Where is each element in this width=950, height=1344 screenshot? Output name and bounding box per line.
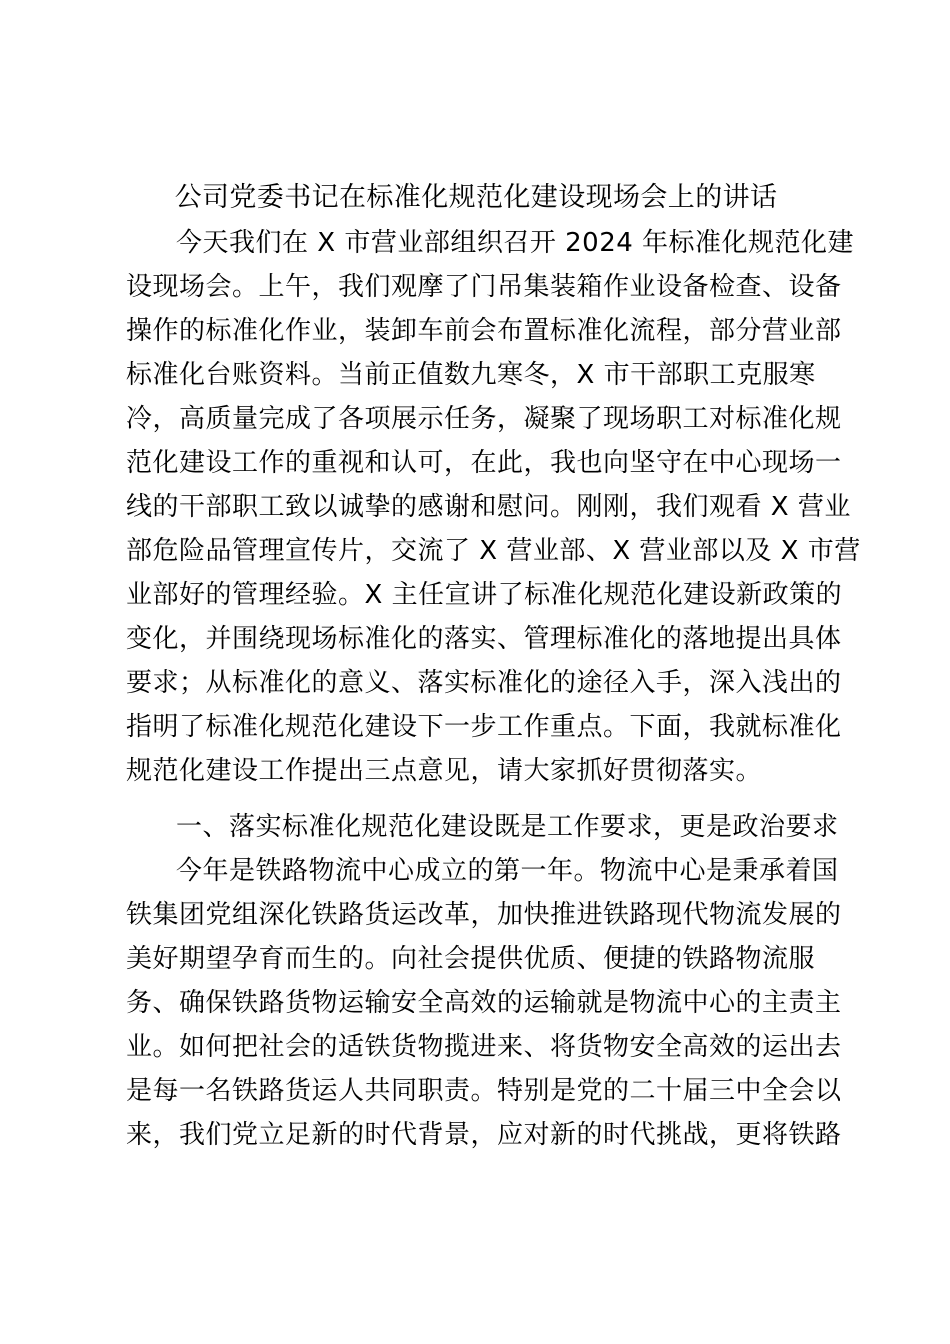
- paragraph-line: 来，我们党立足新的时代背景，应对新的时代挑战，更将铁路: [126, 1120, 842, 1150]
- paragraph-line: 操作的标准化作业，装卸车前会布置标准化流程，部分营业部: [126, 316, 842, 346]
- paragraph-line: 指明了标准化规范化建设下一步工作重点。下面，我就标准化: [126, 712, 842, 742]
- paragraph-line: 部危险品管理宣传片，交流了 X 营业部、X 营业部以及 X 市营: [126, 536, 861, 566]
- paragraph-line: 变化，并围绕现场标准化的落实、管理标准化的落地提出具体: [126, 624, 842, 654]
- paragraph-line: 要求；从标准化的意义、落实标准化的途径入手，深入浅出的: [126, 668, 842, 698]
- section-heading: 一、落实标准化规范化建设既是工作要求，更是政治要求: [176, 812, 839, 842]
- paragraph-line: 美好期望孕育而生的。向社会提供优质、便捷的铁路物流服: [126, 944, 816, 974]
- paragraph-line: 业。如何把社会的适铁货物揽进来、将货物安全高效的运出去: [126, 1032, 842, 1062]
- paragraph-line: 今年是铁路物流中心成立的第一年。物流中心是秉承着国: [176, 856, 839, 886]
- paragraph-line: 铁集团党组深化铁路货运改革，加快推进铁路现代物流发展的: [126, 900, 842, 930]
- paragraph-line: 今天我们在 X 市营业部组织召开 2024 年标准化规范化建: [176, 228, 855, 258]
- paragraph-line: 冷，高质量完成了各项展示任务，凝聚了现场职工对标准化规: [126, 404, 842, 434]
- paragraph-line: 标准化台账资料。当前正值数九寒冬，X 市干部职工克服寒: [126, 360, 816, 390]
- paragraph-line: 规范化建设工作提出三点意见，请大家抓好贯彻落实。: [126, 756, 763, 786]
- paragraph-line: 范化建设工作的重视和认可，在此，我也向坚守在中心现场一: [126, 448, 842, 478]
- document-title: 公司党委书记在标准化规范化建设现场会上的讲话: [174, 182, 778, 213]
- paragraph-line: 线的干部职工致以诚挚的感谢和慰问。刚刚，我们观看 X 营业: [126, 492, 851, 522]
- paragraph-line: 是每一名铁路货运人共同职责。特别是党的二十届三中全会以: [126, 1076, 842, 1106]
- paragraph-line: 务、确保铁路货物运输安全高效的运输就是物流中心的主责主: [126, 988, 842, 1018]
- paragraph-line: 业部好的管理经验。X 主任宣讲了标准化规范化建设新政策的: [126, 580, 843, 610]
- paragraph-line: 设现场会。上午，我们观摩了门吊集装箱作业设备检查、设备: [126, 272, 842, 302]
